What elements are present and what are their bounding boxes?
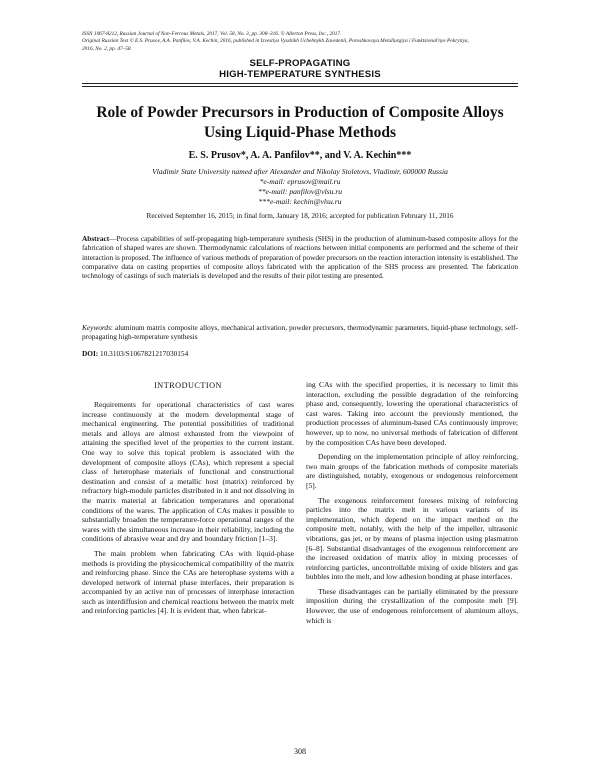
journal-header-line: ISSN 1067-8212, Russian Journal of Non-Ferrous Metals, 2017, Vol. 58, No. 3, pp. 308–316. © Allerton Press, Inc., 2017. <box>82 31 342 37</box>
affiliation-email: *e-mail: eprusov@mail.ru <box>259 177 341 186</box>
section-rule-top <box>82 83 518 84</box>
article-title-line: Role of Powder Precursors in Production of Composite Alloys <box>96 104 504 121</box>
affiliation <box>0 167 600 207</box>
doi-value: 10.3103/S1067821217030154 <box>98 349 189 358</box>
abstract-text: —Process capabilities of self-propagating high-temperature synthesis (SHS) in the production of aluminum-based composite alloys for the fabrication of shaped wares are shown. Thermodynamic calculations of reactions between initial components are performed and the scheme of their interaction is proposed. The influence of various methods of preparation of powder precursors on the reaction interaction intensity is established. The comparative data on casting properties of composite alloys fabricated with the application of the SHS process are presented. The fabrication technology of castings of such materials is developed and the results of their pilot testing are presented. <box>82 234 518 281</box>
page-number: 308 <box>294 747 306 756</box>
abstract-label: Abstract <box>82 234 110 243</box>
body-column-left <box>82 381 294 621</box>
body-paragraph: The exogenous reinforcement foresees mixing of reinforcing particles into the matrix melt in various variants of its implementation, which depend on the impact method on the composite melt, notably, with the help of the impeller, ultrasonic vibrations, gas jet, or by means of plasma injection using plasmatron [6–8]. Substantial disadvantages of the exogenous reinforcement are the increased oxidation of matrix alloy in mixing processes of reinforcing particles, uncontrollable mixing of oxide blisters and gas bubbles into the melt, and low adhesion bonding at phase interfaces. <box>306 495 518 582</box>
received-dates: Received September 16, 2015; in final form, January 18, 2016; accepted for publication February 11, 2016 <box>146 212 454 220</box>
section-heading-line: HIGH-TEMPERATURE SYNTHESIS <box>219 69 381 80</box>
body-paragraph: Depending on the implementation principle of alloy reinforcing, two main groups of the fabrication methods of composite materials are distinguished, notably, exogenous or endogenous reinforcement [5]. <box>306 452 518 490</box>
body-paragraph: Requirements for operational characteristics of cast wares increase continuously at the modern developmental stage of mechanical engineering. The potential possibilities of traditional metals and alloys are almost exhausted from the viewpoint of attaining the specified level of the properties to the current instant. One way to solve this topical problem is associated with the development of composite alloys (CAs), which represent a special class of heterophase materials of functional and constructional destination and consist of a metallic host (matrix) reinforced by refractory high-module particles distributed in it and not dissolving in the matrix material at fabrication temperatures and operational conditions of the wares. The application of CAs makes it possible to substantially broaden the temperature-force operational ranges of the wares with the simultaneous increase in their reliability, including the conditions of abrasive wear and dry and boundary friction [1–3]. <box>82 400 294 544</box>
body-paragraph: ing CAs with the specified properties, it is necessary to limit this interaction, excluding the possible degradation of the reinforcing phase and, consequently, lowering the operational characteristics of cast wares. Taking into account the previously mentioned, the production processes of aluminum-based CAs continuously improve; however, up to now, no universal methods of fabrication of different by the composition CAs have been developed. <box>306 380 518 447</box>
body-paragraph: The main problem when fabricating CAs with liquid-phase methods is providing the physicochemical compatibility of the matrix and reinforcing phase. Since the CAs are heterophase systems with a developed network of internal phase interfaces, their preparation is accompanied by an active run of processes of interphase interaction such as interdiffusion and chemical reactions between the matrix melt and reinforcing particles [4]. It is evident that, when fabricat- <box>82 548 294 616</box>
section-heading-line: SELF-PROPAGATING <box>249 58 351 69</box>
article-title <box>60 103 540 143</box>
doi <box>82 349 518 358</box>
introduction-heading: INTRODUCTION <box>154 381 222 390</box>
journal-header <box>82 31 522 53</box>
journal-header-line: Original Russian Text © E.S. Prusov, A.A. Panfilov, V.A. Kechin, 2016, published in Izvestiya Vysshikh Uchebnykh Zavedenii, Poroshkovaya Metallurgiya i Funktsional'nye Pokrytiya, <box>82 38 469 45</box>
journal-header-line: 2016, No. 2, pp. 47–58. <box>82 45 132 52</box>
keywords <box>82 323 518 342</box>
keywords-label: Keywords <box>82 323 111 332</box>
body-paragraph: These disadvantages can be partially eliminated by the pressure imposition during the crystallization of the composite melt [9]. However, the use of endogenous reinforcement of aluminum alloys, which is <box>306 586 518 625</box>
abstract <box>82 234 518 280</box>
section-heading <box>0 58 600 80</box>
section-rule-bottom <box>82 86 518 87</box>
article-title-line: Using Liquid-Phase Methods <box>203 124 397 141</box>
affiliation-email: **e-mail: panfilov@vlsu.ru <box>257 187 343 196</box>
affiliation-institution: Vladimir State University named after Alexander and Nikolay Stoletovs, Vladimir, 600000 Russia <box>152 167 448 176</box>
keywords-text: : aluminum matrix composite alloys, mechanical activation, powder precursors, thermodynamic parameters, liquid-phase technology, self-propagating high-temperature synthesis <box>82 323 518 342</box>
authors: E. S. Prusov*, A. A. Panfilov**, and V. A. Kechin*** <box>188 150 412 161</box>
doi-label: DOI: <box>82 349 99 358</box>
body-column-right <box>306 380 518 630</box>
affiliation-email: ***e-mail: kechin@vlsu.ru <box>258 197 342 206</box>
